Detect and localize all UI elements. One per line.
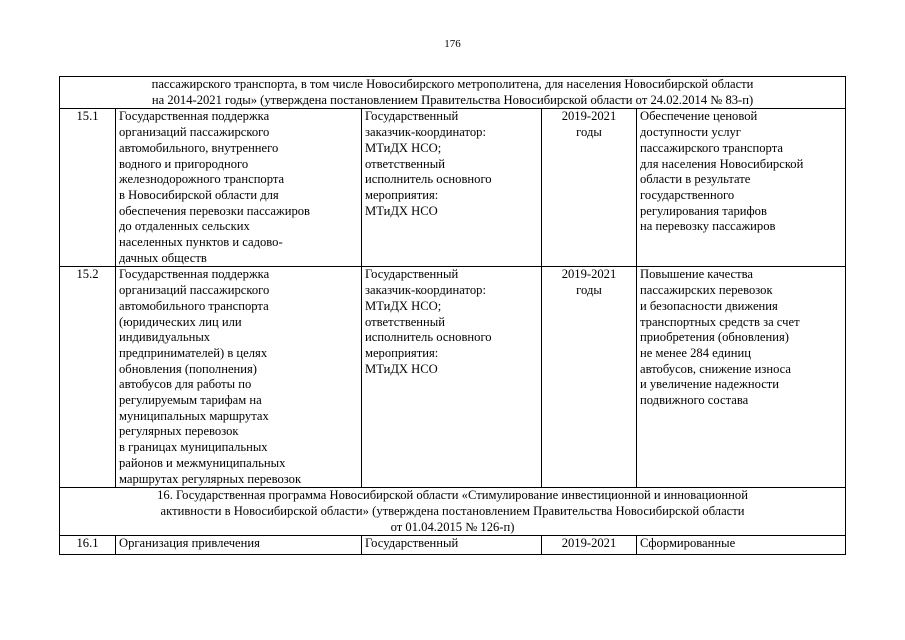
executor: Государственный заказчик-координатор: МТиДХ НСО; ответственный исполнитель основного мероприятия: МТиДХ НСО <box>362 109 542 267</box>
measure-name: Государственная поддержка организаций пассажирского автомобильного транспорта (юридических лиц или индивидуальных предпринимателей) в целях обновления (пополнения) автобусов для работы по регулируемым тарифам на муниципальных маршрутах регулярных перевозок в границах муниципальных районов и межмуниципальных маршрутах регулярных перевозок <box>116 267 362 488</box>
implementation-period: 2019-2021 годы <box>542 267 637 488</box>
expected-result: Повышение качества пассажирских перевозок и безопасности движения транспортных средств за счет приобретения (обновления) не менее 284 единиц автобусов, снижение износа и увеличение надежности подвижного состава <box>637 267 846 488</box>
measure-name: Организация привлечения <box>116 536 362 555</box>
program-table <box>59 76 846 555</box>
section-header-row <box>60 77 846 109</box>
implementation-period: 2019-2021 годы <box>542 109 637 267</box>
section-16-header: 16. Государственная программа Новосибирской области «Стимулирование инвестиционной и инновационной активности в Новосибирской области» (утверждена постановлением Правительства Новосибирской области от 01.04.2015 № 126-п) <box>60 488 846 536</box>
table-row <box>60 109 846 267</box>
section-header-row <box>60 488 846 536</box>
expected-result: Сформированные <box>637 536 846 555</box>
row-number: 15.2 <box>60 267 116 488</box>
table-row <box>60 536 846 555</box>
section-15-header: пассажирского транспорта, в том числе Новосибирского метрополитена, для населения Новосибирской области на 2014-2021 годы» (утверждена постановлением Правительства Новосибирской области от 24.02.2014 № 83-п) <box>60 77 846 109</box>
measure-name: Государственная поддержка организаций пассажирского автомобильного, внутреннего водного и пригородного железнодорожного транспорта в Новосибирской области для обеспечения перевозки пассажиров до отдаленных сельских населенных пунктов и садово- дачных обществ <box>116 109 362 267</box>
page-number: 176 <box>444 38 461 50</box>
implementation-period: 2019-2021 <box>542 536 637 555</box>
executor: Государственный <box>362 536 542 555</box>
row-number: 16.1 <box>60 536 116 555</box>
table-row <box>60 267 846 488</box>
executor: Государственный заказчик-координатор: МТиДХ НСО; ответственный исполнитель основного мероприятия: МТиДХ НСО <box>362 267 542 488</box>
expected-result: Обеспечение ценовой доступности услуг пассажирского транспорта для населения Новосибирской области в результате государственного регулирования тарифов на перевозку пассажиров <box>637 109 846 267</box>
row-number: 15.1 <box>60 109 116 267</box>
